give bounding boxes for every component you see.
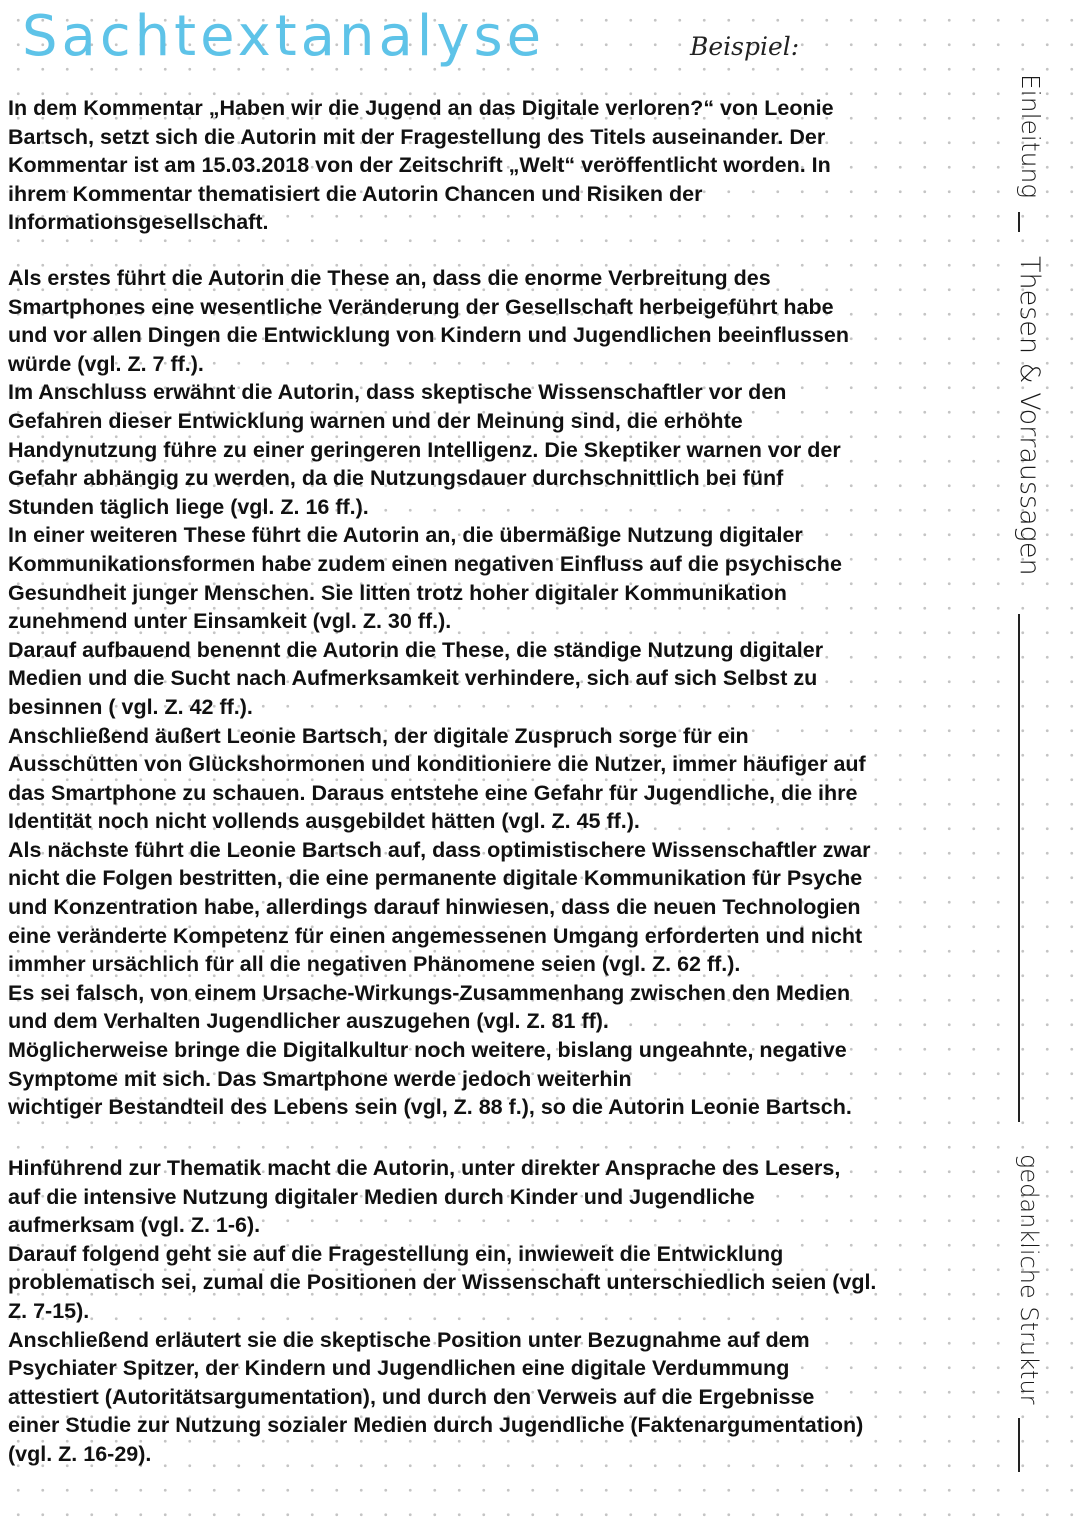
margin-bracket — [1018, 1418, 1020, 1472]
paragraph: Im Anschluss erwähnt die Autorin, dass skeptische Wissenschaftler vor den Gefahren dieser Entwicklung warnen und der Meinung sind, die erhöhte Handynutzung führe zu einer geringeren Intelligenz. Die Skeptiker warnen vor der Gefahr abhängig zu werden, da die Nutzungsdauer durchschnittlich bei fünf Stunden täglich liege (vgl. Z. 16 ff.). — [8, 380, 841, 519]
paragraph: Als erstes führt die Autorin die These an, dass die enorme Verbreitung des Smartphones eine wesentliche Veränderung der Gesellschaft herbeigeführt habe und vor allen Dingen die Entwicklung von Kindern und Jugendlichen beeinflussen würde (vgl. Z. 7 ff.). — [8, 266, 849, 376]
margin-label-thesen: Thesen & Vorraussagen — [1014, 256, 1045, 576]
page-subtitle: Beispiel: — [690, 32, 800, 61]
margin-label-einleitung: Einleitung — [1016, 74, 1045, 199]
margin-bracket — [1018, 614, 1020, 1122]
paragraph: Darauf aufbauend benennt die Autorin die These, die ständige Nutzung digitaler Medien und die Sucht nach Aufmerksamkeit verhindere, sich auf sich Selbst zu besinnen ( vgl. Z. 42 ff.). — [8, 637, 824, 719]
section-thesen — [8, 264, 870, 1122]
margin-bracket — [1018, 212, 1020, 232]
paragraph: Anschließend erläutert sie die skeptische Position unter Bezugnahme auf dem Psychiater Spitzer, der Kindern und Jugendlichen eine digitale Verdummung attestiert (Autoritätsargumentation), und durch den Verweis auf die Ergebnisse einer Studie zur Nutzung sozialer Medien durch Jugendliche (Faktenargumentation) (vgl. Z. 16-29). — [8, 1327, 864, 1466]
paragraph: Es sei falsch, von einem Ursache-Wirkungs-Zusammenhang zwischen den Medien und dem Verhalten Jugendlicher auszugehen (vgl. Z. 81 ff). — [8, 980, 851, 1034]
margin-label-struktur: gedankliche Struktur — [1015, 1154, 1043, 1405]
paragraph: In dem Kommentar „Haben wir die Jugend an das Digitale verloren?“ von Leonie Bartsch, setzt sich die Autorin mit der Fragestellung des Titels auseinander. Der Kommentar ist am 15.03.2018 von der Zeitschrift „Welt“ veröffentlicht worden. In ihrem Kommentar thematisiert die Autorin Chancen und Risiken der Informationsgesellschaft. — [8, 96, 834, 235]
paragraph: Darauf folgend geht sie auf die Fragestellung ein, inwieweit die Entwicklung problematisch sei, zumal die Positionen der Wissenschaft unterschiedlich seien (vgl. Z. 7-15). — [8, 1241, 877, 1323]
paragraph: Anschließend äußert Leonie Bartsch, der digitale Zuspruch sorge für ein Ausschütten von Glückshormonen und konditioniere die Nutzer, immer häufiger auf das Smartphone zu schauen. Daraus entstehe eine Gefahr für Jugendliche, die ihre Identität noch nicht vollends ausgebildet hätten (vgl. Z. 45 ff.). — [8, 723, 866, 834]
page-title: Sachtextanalyse — [22, 4, 546, 69]
section-struktur — [8, 1154, 876, 1469]
paragraph: Hinführend zur Thematik macht die Autorin, unter direkter Ansprache des Lesers, auf die intensive Nutzung digitaler Medien durch Kinder und Jugendliche aufmerksam (vgl. Z. 1-6). — [8, 1156, 841, 1238]
paragraph: Als nächste führt die Leonie Bartsch auf, dass optimistischere Wissenschaftler zwar nicht die Folgen bestritten, die eine permanente digitale Kommunikation für Psyche und Konzentration habe, allerdings darauf hinwiesen, dass die neuen Technologien eine veränderte Kompetenz für einen angemessenen Umgang erforderten und nicht immher ursächlich für all die negativen Phänomene seien (vgl. Z. 62 ff.). — [8, 837, 871, 977]
section-einleitung — [8, 94, 834, 237]
paragraph: Möglicherweise bringe die Digitalkultur noch weitere, bislang ungeahnte, negative Symptome mit sich. Das Smartphone werde jedoch weiterhin wichtiger Bestandteil des Lebens sein (vgl, Z. 88 f.), so die Autorin Leonie Bartsch. — [8, 1038, 852, 1120]
paragraph: In einer weiteren These führt die Autorin an, die übermäßige Nutzung digitaler Kommunikationsformen habe zudem einen negativen Einfluss auf die psychische Gesundheit junger Menschen. Sie litten trotz hoher digitaler Kommunikation zunehmend unter Einsamkeit (vgl. Z. 30 ff.). — [8, 523, 842, 634]
